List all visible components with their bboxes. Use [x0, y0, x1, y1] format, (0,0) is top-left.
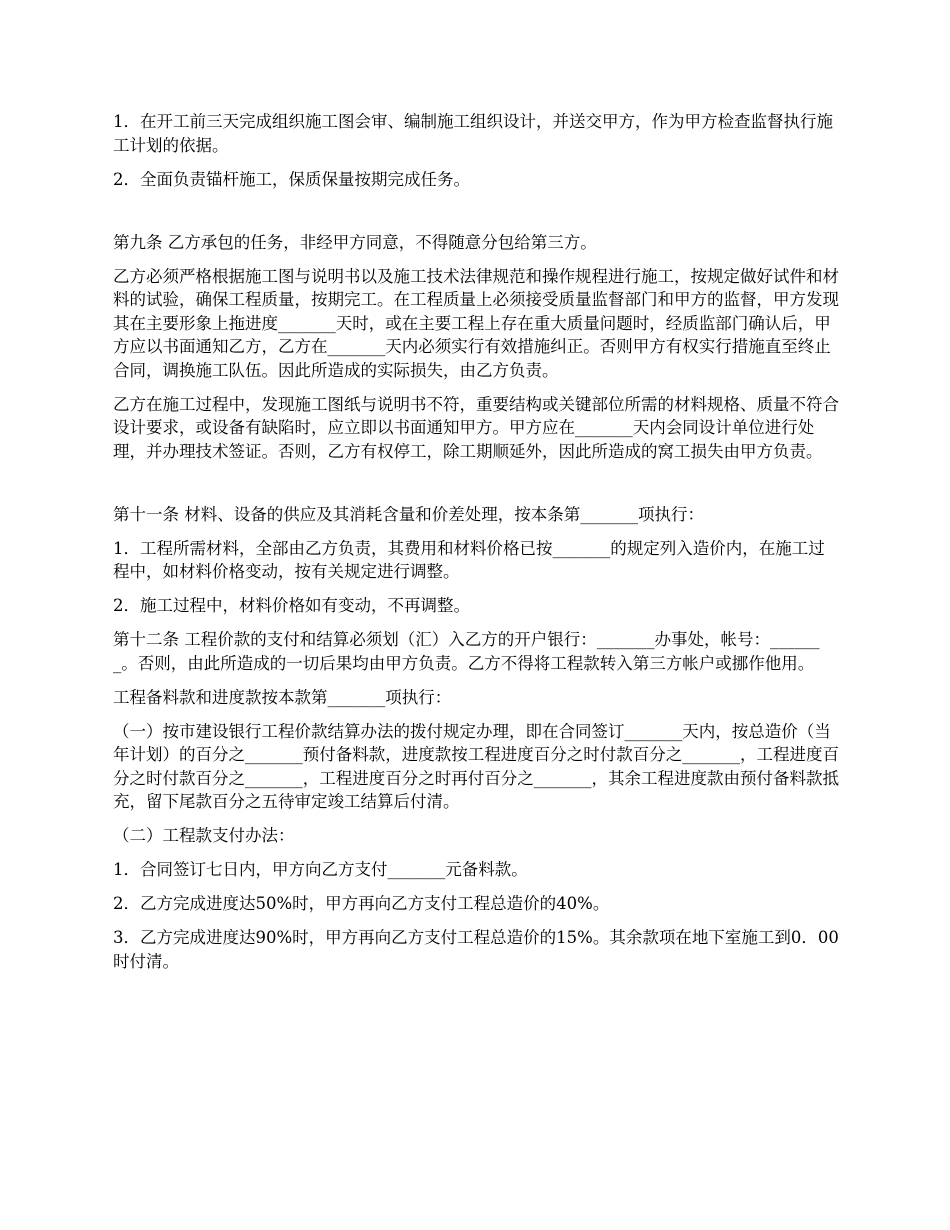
paragraph-material-item-1: 1．工程所需材料，全部由乙方负责，其费用和材料价格已按_______的规定列入造价内，在施工过程中，如材料价格变动，按有关规定进行调整。 — [113, 538, 825, 581]
section-gap — [113, 202, 841, 231]
section-gap — [113, 474, 841, 503]
paragraph-article-9: 第九条 乙方承包的任务，非经甲方同意，不得随意分包给第三方。 — [113, 232, 597, 252]
paragraph-payment-option: 工程备料款和进度款按本款第_______项执行： — [113, 687, 452, 707]
paragraph-article-11: 第十一条 材料、设备的供应及其消耗含量和价差处理，按本条第_______项执行： — [113, 504, 704, 524]
paragraph-drawing-discrepancy: 乙方在施工过程中，发现施工图纸与说明书不符，重要结构或关键部位所需的材料规格、质量不符合设计要求，或设备有缺陷时，应立即以书面通知甲方。甲方应在_______天内会同设计单位进行处理，并办理技术签证。否则，乙方有权停工，除工期顺延外，因此所造成的窝工损失由甲方负责。 — [113, 394, 839, 461]
paragraph-payment-step-3: 3．乙方完成进度达90%时，甲方再向乙方支付工程总造价的15%。其余款项在地下室施工到0．00时付清。 — [113, 928, 839, 971]
paragraph-payment-step-1: 1．合同签订七日内，甲方向乙方支付_______元备料款。 — [113, 860, 528, 879]
document-page — [113, 110, 841, 984]
paragraph-clause-item-2: 2．全面负责锚杆施工，保质保量按期完成任务。 — [113, 169, 470, 189]
paragraph-payment-method-1: （一）按市建设银行工程价款结算办法的拨付规定办理，即在合同签订_______天内，按总造价（当年计划）的百分之_______预付备料款，进度款按工程进度百分之时付款百分之_______，工程进度百分之时付款百分之_______，工程进度百分之时再付百分之_______，其余工程进度款由预付备料款抵充，留下尾款百分之五待审定竣工结算后付清。 — [113, 721, 839, 811]
paragraph-payment-step-2: 2．乙方完成进度达50%时，甲方再向乙方支付工程总造价的40%。 — [113, 894, 610, 913]
paragraph-article-12: 第十二条 工程价款的支付和结算必须划（汇）入乙方的开户银行：_______办事处，帐号：_______。否则，由此所造成的一切后果均由甲方负责。乙方不得将工程款转入第三方帐户或挪作他用。 — [113, 630, 820, 673]
paragraph-payment-method-2-heading: （二）工程款支付办法： — [113, 826, 295, 845]
paragraph-quality-obligation: 乙方必须严格根据施工图与说明书以及施工技术法律规范和操作规程进行施工，按规定做好试件和材料的试验，确保工程质量，按期完工。在工程质量上必须接受质量监督部门和甲方的监督，甲方发现其在主要形象上拖进度_______天时，或在主要工程上存在重大质量问题时，经质监部门确认后，甲方应以书面通知乙方，乙方在_______天内必须实行有效措施纠正。否则甲方有权实行措施直至终止合同，调换施工队伍。因此所造成的实际损失，由乙方负责。 — [113, 266, 839, 380]
paragraph-material-item-2: 2．施工过程中，材料价格如有变动，不再调整。 — [113, 596, 470, 615]
paragraph-clause-item-1: 1．在开工前三天完成组织施工图会审、编制施工组织设计，并送交甲方，作为甲方检查监督执行施工计划的依据。 — [113, 112, 833, 155]
